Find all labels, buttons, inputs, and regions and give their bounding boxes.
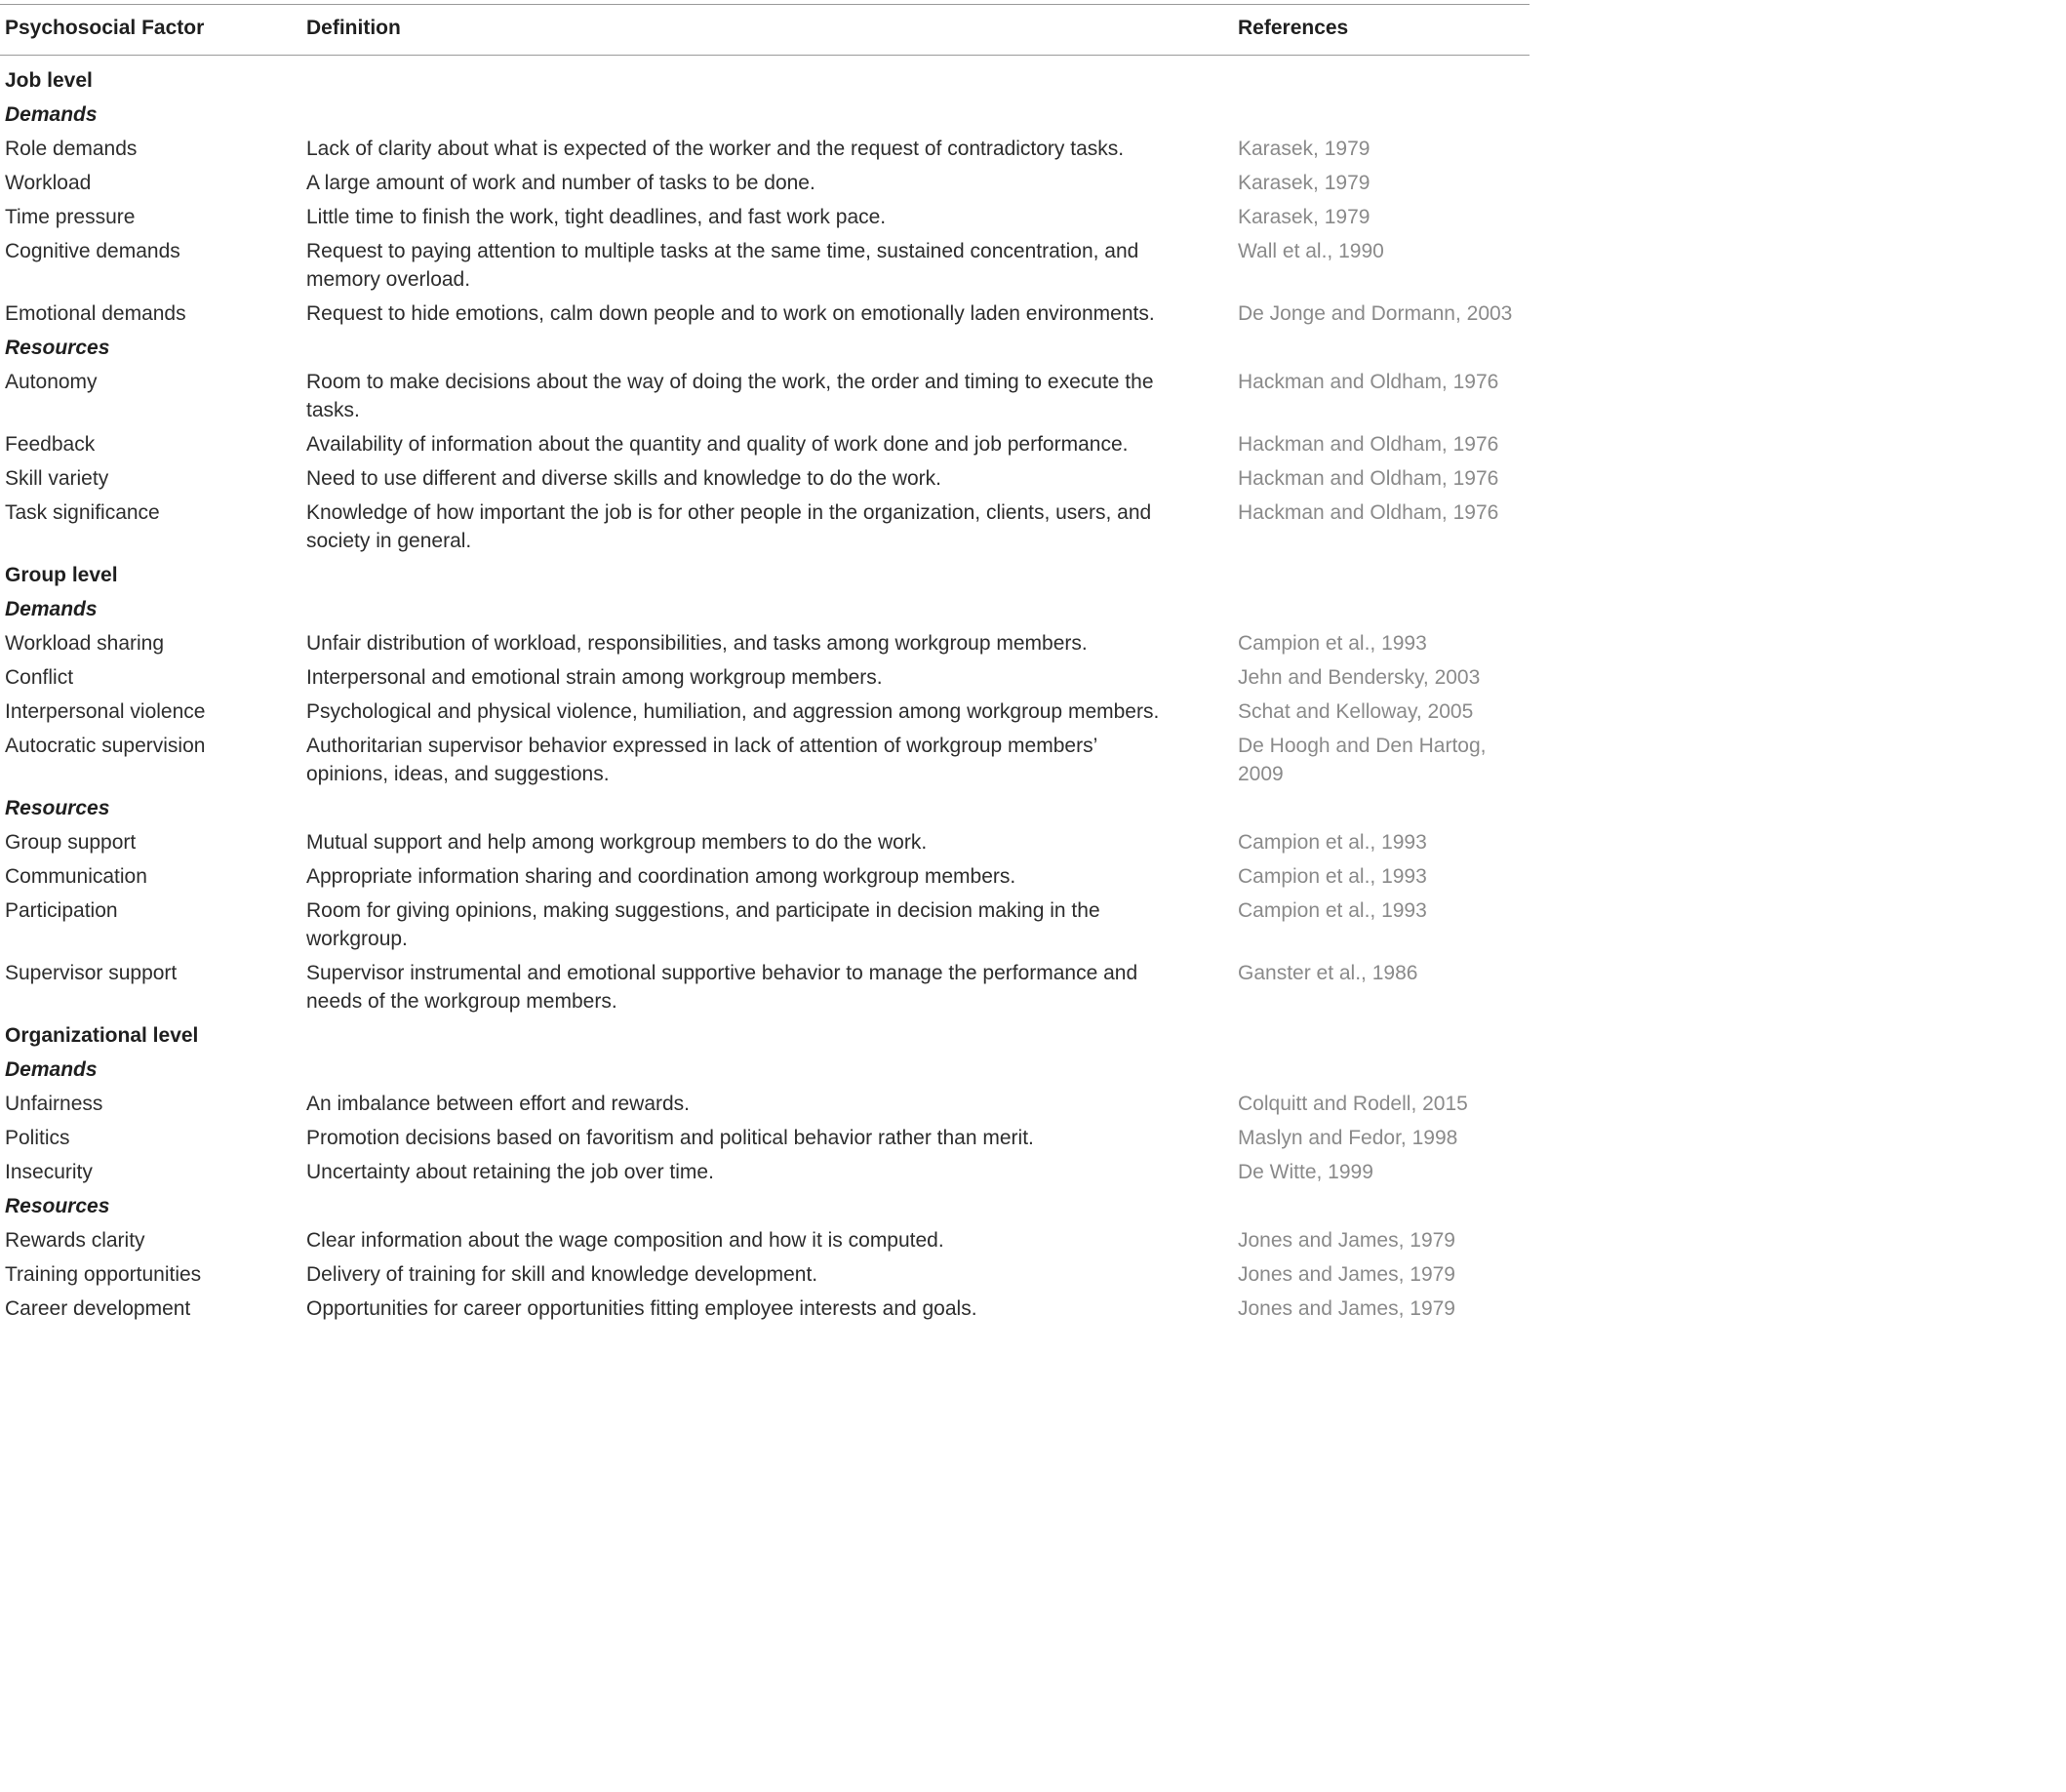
level-heading: Job level [5,69,93,92]
factor-cell: Interpersonal violence [5,700,206,723]
reference-cell: Colquitt and Rodell, 2015 [1238,1093,1468,1115]
header-rule [0,55,1530,56]
category-heading: Demands [5,598,98,620]
definition-cell: Delivery of training for skill and knowledge development. [306,1263,818,1286]
category-heading: Demands [5,103,98,126]
reference-cell: Campion et al., 1993 [1238,899,1427,922]
reference-cell: Karasek, 1979 [1238,172,1371,194]
reference-cell: Campion et al., 1993 [1238,865,1427,888]
reference-cell: Hackman and Oldham, 1976 [1238,371,1499,393]
definition-cell: Knowledge of how important the job is for other people in the organization, clients, users, and society in general. [306,501,1152,552]
factor-cell: Skill variety [5,467,109,490]
definition-cell: Uncertainty about retaining the job over time. [306,1161,714,1183]
definition-cell: Interpersonal and emotional strain among workgroup members. [306,666,883,689]
reference-cell: Jones and James, 1979 [1238,1297,1455,1320]
factor-cell: Autocratic supervision [5,735,206,757]
definition-cell: Promotion decisions based on favoritism and political behavior rather than merit. [306,1127,1034,1149]
level-heading: Organizational level [5,1024,199,1047]
definition-cell: Need to use different and diverse skills and knowledge to do the work. [306,467,941,490]
factor-cell: Role demands [5,138,138,160]
category-heading: Resources [5,797,110,819]
header-definition: Definition [306,17,401,39]
category-heading: Demands [5,1058,98,1081]
factor-cell: Workload sharing [5,632,165,655]
factor-cell: Feedback [5,433,96,456]
definition-cell: Availability of information about the quantity and quality of work done and job performance. [306,433,1129,456]
factor-cell: Rewards clarity [5,1229,145,1252]
definition-cell: Request to hide emotions, calm down people and to work on emotionally laden environments. [306,302,1155,325]
factor-cell: Communication [5,865,147,888]
definition-cell: Lack of clarity about what is expected of the worker and the request of contradictory tasks. [306,138,1125,160]
factor-cell: Unfairness [5,1093,103,1115]
factor-cell: Participation [5,899,118,922]
definition-cell: A large amount of work and number of tasks to be done. [306,172,815,194]
reference-cell: Hackman and Oldham, 1976 [1238,501,1499,524]
definition-cell: An imbalance between effort and rewards. [306,1093,691,1115]
factor-cell: Emotional demands [5,302,186,325]
reference-cell: Jones and James, 1979 [1238,1263,1455,1286]
header-references: References [1238,17,1349,39]
factor-cell: Autonomy [5,371,98,393]
level-heading: Group level [5,564,118,586]
factor-cell: Group support [5,831,137,854]
reference-cell: Karasek, 1979 [1238,206,1371,228]
factor-cell: Insecurity [5,1161,93,1183]
factor-cell: Supervisor support [5,962,178,984]
reference-cell: Karasek, 1979 [1238,138,1371,160]
reference-cell: Hackman and Oldham, 1976 [1238,467,1499,490]
definition-cell: Request to paying attention to multiple tasks at the same time, sustained concentration, and memory overload. [306,240,1139,291]
reference-cell: Jones and James, 1979 [1238,1229,1455,1252]
factor-cell: Workload [5,172,92,194]
factor-cell: Politics [5,1127,70,1149]
definition-cell: Authoritarian supervisor behavior expressed in lack of attention of workgroup members’ opinions, ideas, and suggestions. [306,735,1097,785]
definition-cell: Psychological and physical violence, humiliation, and aggression among workgroup members. [306,700,1160,723]
reference-cell: Ganster et al., 1986 [1238,962,1418,984]
reference-cell: Wall et al., 1990 [1238,240,1384,262]
factor-cell: Career development [5,1297,191,1320]
header-factor: Psychosocial Factor [5,17,205,39]
reference-cell: Campion et al., 1993 [1238,831,1427,854]
definition-cell: Supervisor instrumental and emotional supportive behavior to manage the performance and needs of the workgroup members. [306,962,1138,1013]
definition-cell: Unfair distribution of workload, responsibilities, and tasks among workgroup members. [306,632,1088,655]
reference-cell: Campion et al., 1993 [1238,632,1427,655]
category-heading: Resources [5,337,110,359]
factor-cell: Cognitive demands [5,240,180,262]
reference-cell: Maslyn and Fedor, 1998 [1238,1127,1458,1149]
table-top-rule [0,4,1530,5]
reference-cell: De Jonge and Dormann, 2003 [1238,302,1513,325]
definition-cell: Opportunities for career opportunities fitting employee interests and goals. [306,1297,977,1320]
definition-cell: Appropriate information sharing and coordination among workgroup members. [306,865,1016,888]
definition-cell: Room for giving opinions, making suggestions, and participate in decision making in the workgroup. [306,899,1100,950]
reference-cell: De Hoogh and Den Hartog, 2009 [1238,735,1487,785]
factor-cell: Task significance [5,501,160,524]
factor-cell: Time pressure [5,206,136,228]
reference-cell: Schat and Kelloway, 2005 [1238,700,1474,723]
category-heading: Resources [5,1195,110,1217]
definition-cell: Mutual support and help among workgroup members to do the work. [306,831,928,854]
reference-cell: De Witte, 1999 [1238,1161,1373,1183]
reference-cell: Jehn and Bendersky, 2003 [1238,666,1481,689]
definition-cell: Clear information about the wage composition and how it is computed. [306,1229,944,1252]
factor-cell: Conflict [5,666,74,689]
factor-cell: Training opportunities [5,1263,202,1286]
definition-cell: Room to make decisions about the way of doing the work, the order and timing to execute the tasks. [306,371,1154,421]
definition-cell: Little time to finish the work, tight deadlines, and fast work pace. [306,206,887,228]
reference-cell: Hackman and Oldham, 1976 [1238,433,1499,456]
